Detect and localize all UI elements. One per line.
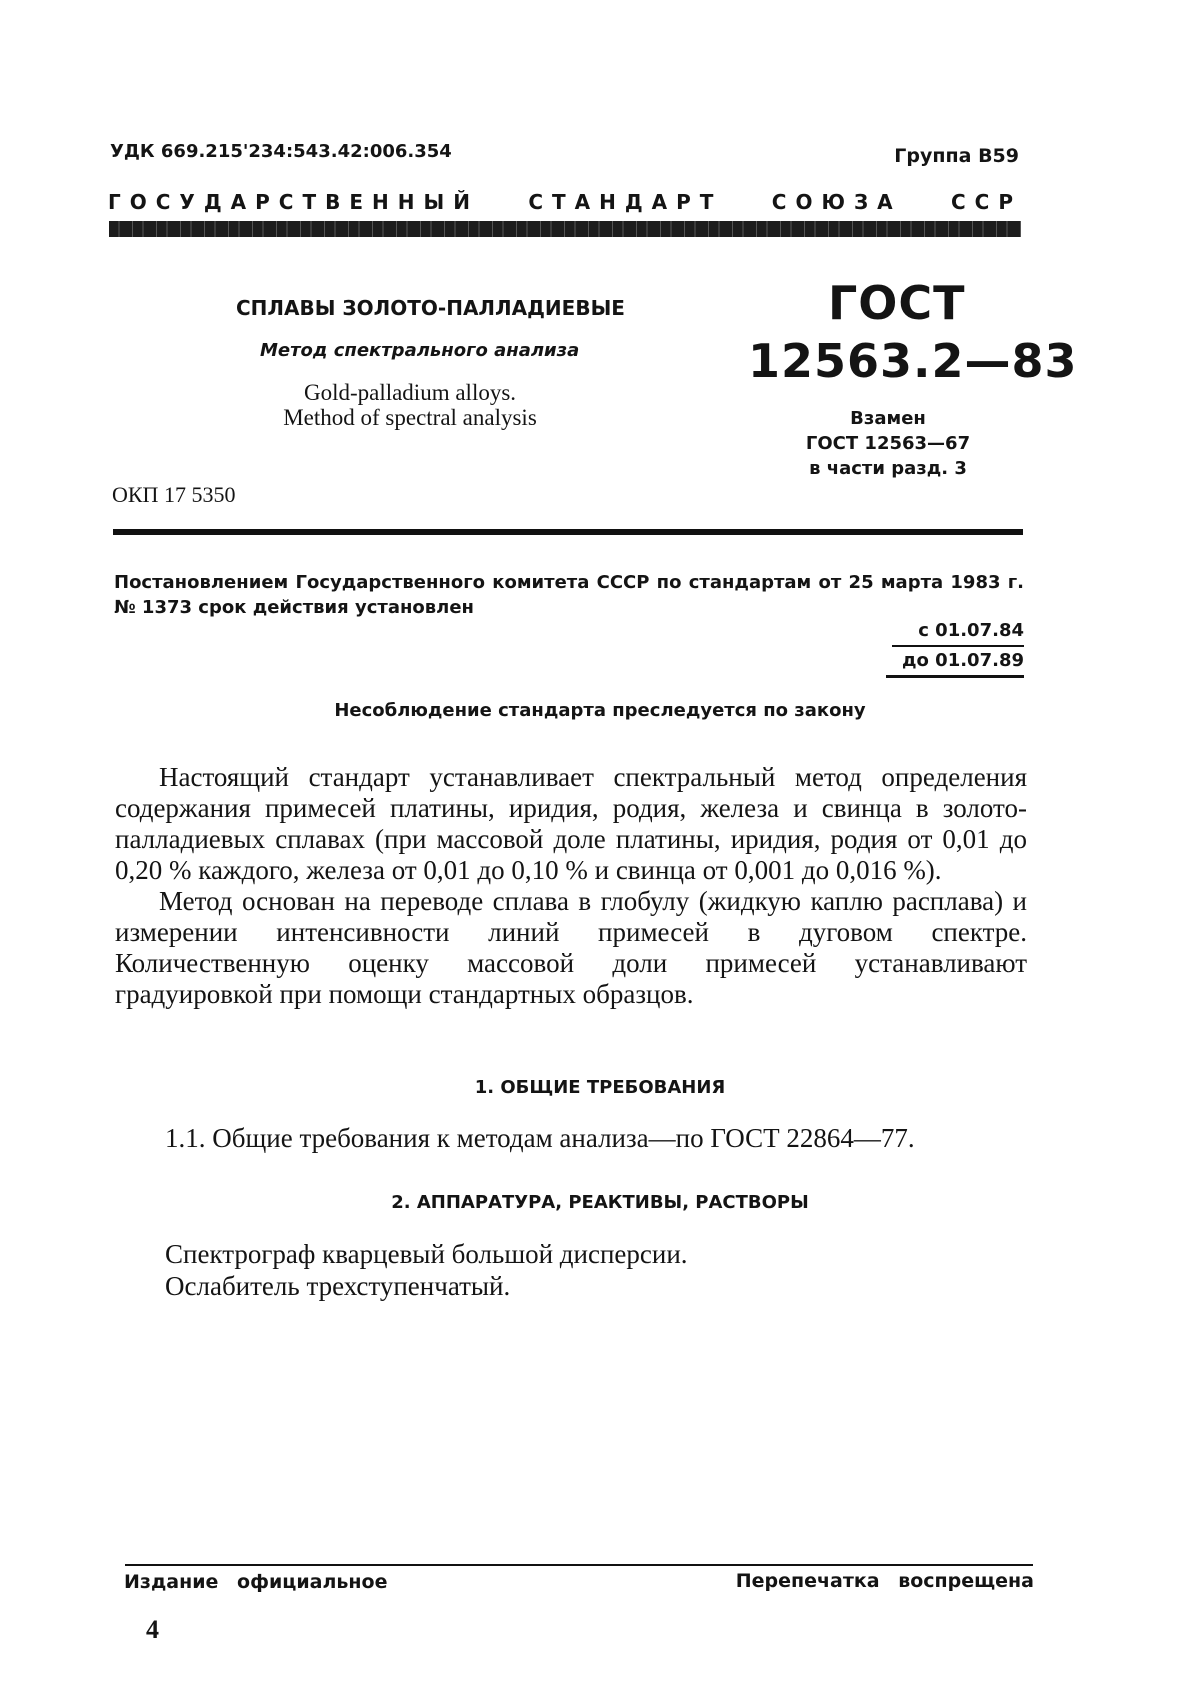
page-number: 4 [146, 1615, 159, 1644]
footer-official-edition: Издание официальное [124, 1571, 388, 1593]
group-code: Группа В59 [894, 145, 1019, 167]
section-2-line-2: Ослабитель трехступенчатый. [165, 1271, 511, 1301]
replaces-line-3: в части разд. 3 [809, 458, 967, 479]
title-english-line-2: Method of spectral analysis [283, 405, 537, 430]
state-word-4: ССР [950, 190, 1022, 214]
valid-from: с 01.07.84 [918, 620, 1024, 641]
section-1-heading: 1. ОБЩИЕ ТРЕБОВАНИЯ [474, 1077, 726, 1098]
udk-code: УДК 669.215'234:543.42:006.354 [110, 141, 452, 162]
section-2-heading: 2. АППАРАТУРА, РЕАКТИВЫ, РАСТВОРЫ [391, 1192, 809, 1213]
state-word-2: СТАНДАРТ [528, 190, 723, 214]
state-word-1: ГОСУДАРСТВЕННЫЙ [108, 190, 479, 214]
replaces-line-2: ГОСТ 12563—67 [805, 433, 971, 454]
title-russian: СПЛАВЫ ЗОЛОТО-ПАЛЛАДИЕВЫЕ [236, 296, 625, 320]
valid-to: до 01.07.89 [902, 650, 1024, 671]
intro-text [115, 762, 1027, 1010]
state-word-3: СОЮЗА [771, 190, 902, 214]
footer-divider [125, 1564, 1033, 1566]
gost-number: 12563.2—83 [748, 334, 1078, 388]
title-english [220, 380, 600, 430]
section-1-text: 1.1. Общие требования к методам анализа—по ГОСТ 22864—77. [165, 1123, 915, 1153]
replaces-block [798, 406, 978, 481]
title-english-line-1: Gold-palladium alloys. [303, 380, 517, 405]
section-2-text [165, 1238, 688, 1302]
valid-to-underline [886, 675, 1024, 678]
intro-paragraph-1: Настоящий стандарт устанавливает спектральный метод определения содержания примесей платины, иридия, родия, железа и свинца в золото-палладиевых сплавах (при массовой доле платины, иридия, родия от 0,01 до 0,20 % каждого, железа от 0,01 до 0,10 % и свинца от 0,001 до 0,016 %). [115, 762, 1027, 885]
legal-warning: Несоблюдение стандарта преследуется по закону [334, 700, 866, 721]
state-standard-title [108, 190, 1022, 214]
decree-text: Постановлением Государственного комитета СССР по стандартам от 25 марта 1983 г. № 1373 срок действия установлен [114, 572, 1024, 618]
intro-paragraph-2: Метод основан на переводе сплава в глобулу (жидкую каплю расплава) и измерении интенсивности линий примесей в дуговом спектре. Количественную оценку массовой доли примесей устанавливают градуировкой при помощи стандартных образцов. [115, 886, 1027, 1009]
footer-reprint-prohibited: Перепечатка воспрещена [735, 1570, 1034, 1592]
valid-from-underline [892, 645, 1024, 647]
method-russian: Метод спектрального анализа [260, 340, 580, 361]
okp-code: ОКП 17 5350 [112, 482, 236, 507]
header-divider [109, 221, 1021, 237]
title-divider [113, 529, 1023, 535]
replaces-line-1: Взамен [850, 408, 926, 429]
section-2-line-1: Спектрограф кварцевый большой дисперсии. [165, 1239, 688, 1269]
gost-label: ГОСТ [828, 276, 966, 330]
